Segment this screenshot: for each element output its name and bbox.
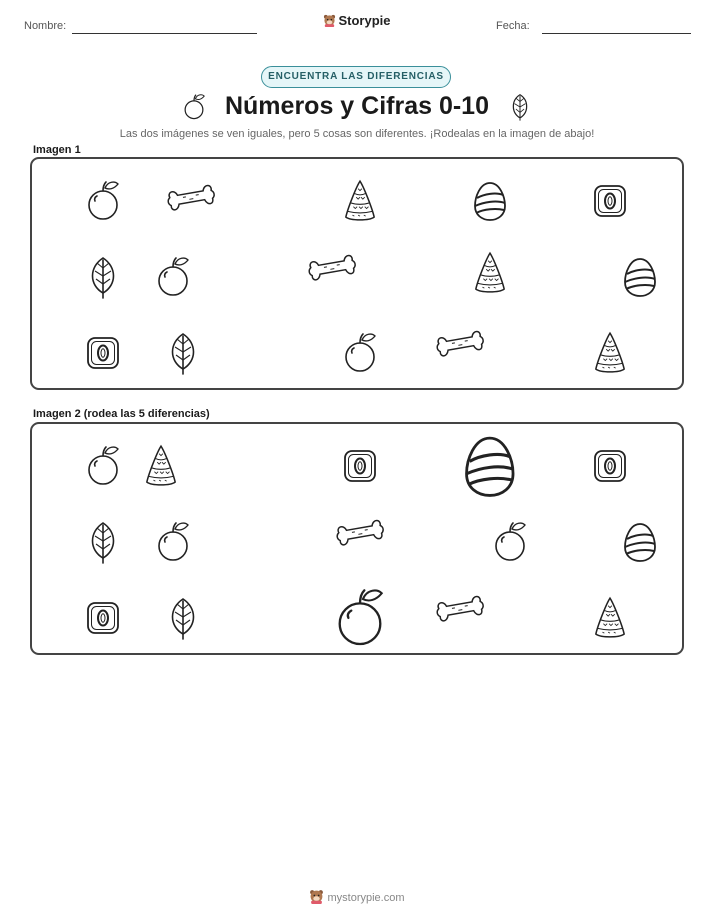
- bear-logo-icon: [323, 14, 336, 27]
- leaf-icon: [163, 331, 203, 375]
- bone-icon[interactable]: [436, 594, 484, 622]
- brand-logo: [0, 13, 714, 28]
- zero-block-icon[interactable]: [85, 600, 121, 636]
- apple-icon[interactable]: [331, 586, 389, 650]
- image1-label: Imagen 1: [33, 144, 81, 156]
- leaf-icon: [83, 255, 123, 299]
- candy-corn-icon: [343, 178, 377, 224]
- zero-block-icon: [85, 335, 121, 371]
- image1-panel: [30, 157, 684, 390]
- egg-icon[interactable]: [465, 435, 515, 497]
- apple-icon: [83, 179, 123, 223]
- activity-badge: ENCUENTRA LAS DIFERENCIAS: [261, 66, 451, 88]
- candy-corn-icon: [473, 250, 507, 296]
- zero-block-icon[interactable]: [592, 448, 628, 484]
- egg-icon: [474, 181, 506, 221]
- bone-icon: [436, 329, 484, 357]
- zero-block-icon[interactable]: [342, 448, 378, 484]
- bone-icon: [308, 253, 356, 281]
- apple-icon: [153, 255, 193, 299]
- leaf-icon[interactable]: [163, 596, 203, 640]
- apple-icon: [340, 331, 380, 375]
- candy-corn-icon[interactable]: [144, 443, 178, 489]
- instructions: Las dos imágenes se ven iguales, pero 5 cosas son diferentes. ¡Rodealas en la imagen de abajo!: [119, 128, 595, 140]
- leaf-icon: [506, 92, 534, 122]
- page-title: Números y Cifras 0-10: [224, 92, 489, 120]
- bone-icon: [167, 183, 215, 211]
- candy-corn-icon: [593, 330, 627, 376]
- name-label: Nombre:: [24, 20, 67, 32]
- image2-label: Imagen 2 (rodea las 5 diferencias): [33, 408, 210, 420]
- zero-block-icon: [592, 183, 628, 219]
- bone-icon[interactable]: [336, 518, 384, 546]
- candy-corn-icon[interactable]: [593, 595, 627, 641]
- brand-name: Storypie: [338, 13, 391, 28]
- footer-url: mystorypie.com: [327, 892, 405, 904]
- egg-icon[interactable]: [624, 522, 656, 562]
- name-line[interactable]: [72, 33, 257, 34]
- date-line[interactable]: [542, 33, 691, 34]
- image2-panel[interactable]: [30, 422, 684, 655]
- leaf-icon[interactable]: [83, 520, 123, 564]
- bear-logo-icon: [309, 889, 324, 904]
- apple-icon[interactable]: [153, 520, 193, 564]
- apple-icon[interactable]: [83, 444, 123, 488]
- date-label: Fecha:: [496, 20, 530, 32]
- footer: [0, 889, 714, 904]
- egg-icon: [624, 257, 656, 297]
- apple-icon[interactable]: [490, 520, 530, 564]
